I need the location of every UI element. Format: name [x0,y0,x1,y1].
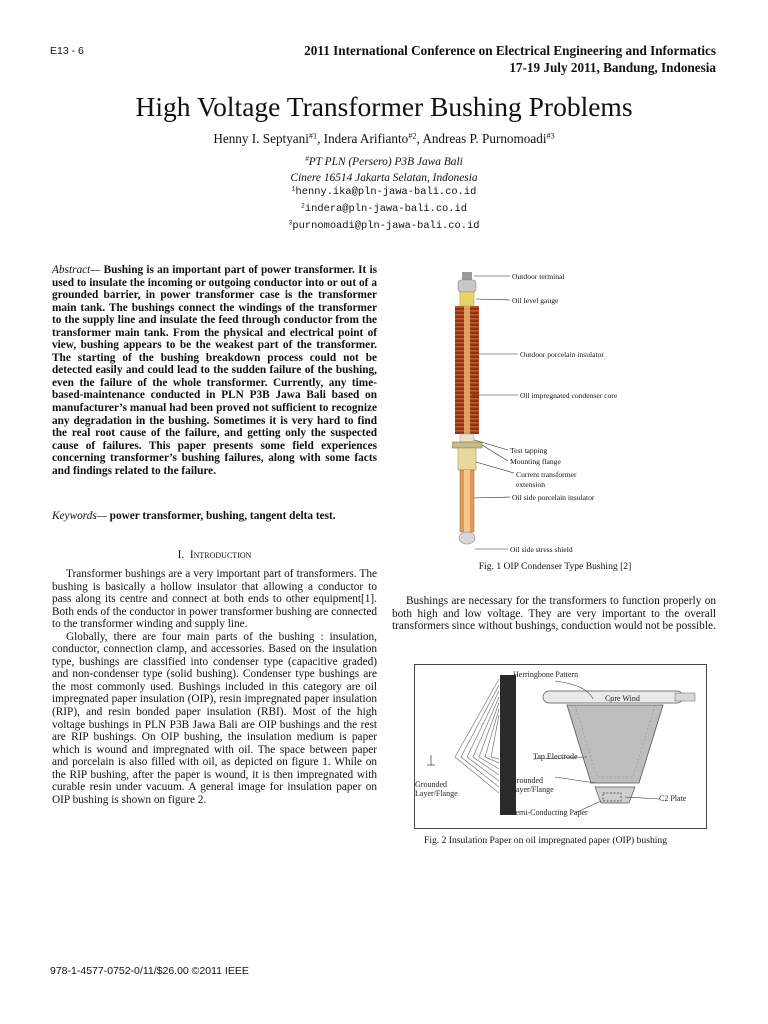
label-oil-side-porcelain: Oil side porcelain insulator [512,493,595,502]
author-list: Henny I. Septyani$^{\#1}$, Indera Arifianto$^{\#2}$, Andreas P. Purnomoadi$^{\#3}$ [213,131,555,146]
label-c2-plate: C2 Plate [659,794,687,803]
affiliation [0,155,768,186]
herringbone-layers [455,679,499,793]
keywords [52,510,377,523]
outdoor-terminal-shape [462,272,472,280]
abstract-text: Bushing is an important part of power transformer. It is used to insulate the incoming or outgoing conductor into or out of a grounded barrier, in power transformer case is the transformer main tank. The bushings connect the windings of the transformer to the supply line and insulate the feed through conductor from the transformer main tank. From the physical and electrical point of view, bushing appears to be the weakest part of the transformer. The starting of the bushing breakdown process could not be detected easily and could lead to the sudden failure of the bushing, even the failure of the whole transformer. Currently, any time-based-maintenance conducted in PLN P3B Jawa Bali based on manufacturer’s manual had been proved not sufficient to recognize any degradation in the bushing. Sometimes it is very hard to find the real root cause of the failure, and getting only the suspected cause of failures. This paper presents some field experiences concerning transformer’s bushing failures, along with some facts and findings related to the failure. [52,264,377,477]
author-name: Andreas P. Purnomoadi [422,131,547,146]
oil-gauge-shape [460,292,474,306]
introduction-body [52,568,377,806]
abstract-dash: — [90,264,104,276]
figure-1-caption: Fig. 1 OIP Condenser Type Bushing [2] [478,561,632,572]
label-grounded-left-2: Layer/Flange [415,789,458,798]
email-sup: 3 [288,219,293,227]
abstract [52,264,377,477]
paper-title: High Voltage Transformer Bushing Problems [135,91,633,122]
figure-2-insulation-diagram [414,664,707,829]
label-condenser-core: Oil impregnated condenser core [520,391,618,400]
affiliation-address: Cinere 16514 Jakarta Selatan, Indonesia [290,171,478,184]
conference-header [304,42,716,76]
email-sup: 2 [301,202,305,210]
paragraph: Globally, there are four main parts of the bushing : insulation, conductor, connection clamp, and accessories. Based on the insulation type, bushings are classified into condenser type (capacitive graded) and non-condenser type (solid bushing). Condenser type bushings are the most commonly used. Bushings included in this category are oil impregnated paper insulation (OIP), resin impregnated paper insulation (RIP), and resin bonded paper insulation (RBI). Most of the high voltage bushings in PLN P3B Jawa Bali are OIP bushings and the rest are RIP bushings. On OIP bushing, the insulation medium is paper which is wound and impregnated with oil. The space between paper and porcelain is also filled with oil, as depicted on figure 1. While on the RIP bushing, after the paper is wound, it is then impregnated with curable resin under vacuum. A general image for insulation paper on OIP bushing is shown on figure 2. [52,630,377,806]
conference-date-location: 17-19 July 2011, Bandung, Indonesia [509,60,716,75]
email-sup: 1 [291,185,296,193]
figure-2-caption: Fig. 2 Insulation Paper on oil impregnated paper (OIP) bushing [424,835,668,846]
label-grounded-left: Grounded [415,780,447,789]
email-list [0,184,768,235]
figure-1-bushing-diagram [452,266,670,556]
paragraph: Transformer bushings are a very important part of transformers. The bushing is basically a hollow insulator that allowing a conductor to pass along its centre and connect at both ends to other equipment[1]. Both ends of the conductor in power transformer bushing are connected to the transformer winding and supply line. [52,568,377,631]
affiliation-line: PT PLN (Persero) P3B Jawa Bali [308,156,463,168]
email-address[interactable]: purnomoadi@pln-jawa-bali.co.id [292,220,480,232]
right-column-body [392,595,716,633]
label-stress-shield: Oil side stress shield [510,545,573,554]
label-mounting-flange: Mounting flange [510,457,561,466]
abstract-lead: Abstract [52,264,91,276]
mounting-flange-shape [452,442,482,448]
keywords-lead: Keywords [52,510,97,522]
email-address[interactable]: henny.ika@pln-jawa-bali.co.id [295,186,477,198]
c2-plate-shape [595,787,635,803]
label-semi-conducting: Semi-Conducting Paper [511,808,588,817]
paper-code: E13 - 6 [50,45,84,57]
stress-shield-shape [459,532,475,544]
conductor-shape [500,675,516,815]
keywords-text: power transformer, bushing, tangent delta test. [109,510,336,522]
label-current-transformer: Current transformer [516,470,577,479]
paper-wind-shape [567,705,663,783]
section-number: I. [177,549,185,561]
author-sup: #3 [546,131,555,141]
label-test-tapping: Test tapping [510,446,548,455]
label-tap-electrode: Tap Electrode [533,752,578,761]
label-oil-level-gauge: Oil level gauge [512,296,559,305]
label-extension: extension [516,480,546,489]
label-herringbone: Herringbone Pattern [513,670,579,679]
bushing-illustration [452,266,670,556]
affiliation-sup: # [305,155,309,164]
author-sup: #2 [408,131,417,141]
label-outdoor-terminal: Outdoor terminal [512,272,565,281]
copyright-footer: 978-1-4577-0752-0/11/$26.00 ©2011 IEEE [50,965,249,977]
label-grounded-mid: Grounded [511,776,543,785]
label-outdoor-porcelain: Outdoor porcelain insulator [520,350,604,359]
author-sup: #1 [308,131,318,141]
paragraph: Bushings are necessary for the transformers to function properly on both high and low voltage. They are very important to the overall transformers since without bushings, conduction would not be possible. [392,595,716,633]
label-grounded-mid-2: Layer/Flange [511,785,554,794]
condenser-core-shape [464,306,470,434]
label-core-wind: Core Wind [605,694,640,703]
author-name: Indera Arifianto [323,131,409,146]
insulation-paper-illustration [415,665,706,828]
author-name: Henny I. Septyani [213,131,309,146]
keywords-dash: — [96,510,110,522]
email-address[interactable]: indera@pln-jawa-bali.co.id [304,203,467,215]
section-title: Introduction [189,549,252,561]
ct-extension-shape [458,448,476,470]
conference-name: 2011 International Conference on Electrical Engineering and Informatics [304,43,716,58]
section-heading [52,549,377,561]
